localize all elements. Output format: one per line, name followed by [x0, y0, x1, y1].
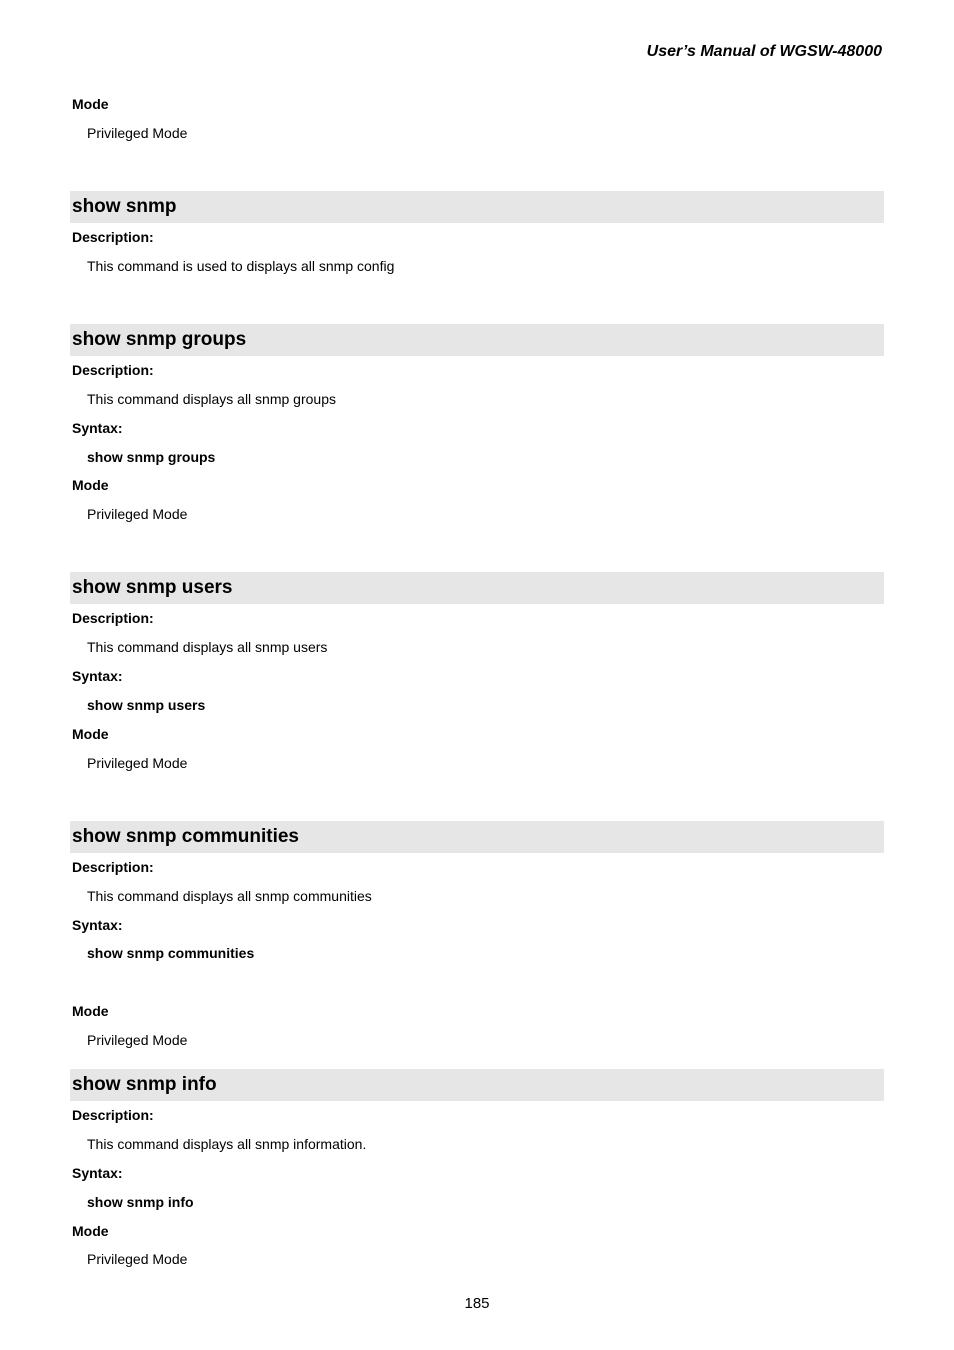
syntax-label: Syntax: [72, 1165, 123, 1181]
mode-value: Privileged Mode [87, 125, 188, 141]
mode-label: Mode [72, 726, 109, 742]
header-title: User’s Manual of WGSW-48000 [646, 43, 882, 60]
description-label: Description: [72, 362, 154, 378]
mode-label: Mode [72, 1003, 109, 1019]
syntax-command: show snmp communities [87, 945, 255, 961]
mode-label: Mode [72, 477, 109, 493]
mode-value: Privileged Mode [87, 1251, 188, 1267]
section-heading: show snmp info [70, 1069, 884, 1101]
section-heading: show snmp [70, 191, 884, 223]
description-text: This command displays all snmp information. [87, 1136, 367, 1152]
syntax-label: Syntax: [72, 917, 123, 933]
syntax-command: show snmp users [87, 697, 206, 713]
section-heading: show snmp groups [70, 324, 884, 356]
mode-value: Privileged Mode [87, 1032, 188, 1048]
syntax-command: show snmp groups [87, 449, 216, 465]
description-text: This command displays all snmp groups [87, 391, 336, 407]
mode-label: Mode [72, 1223, 109, 1239]
mode-label: Mode [72, 96, 109, 112]
description-label: Description: [72, 1107, 154, 1123]
mode-value: Privileged Mode [87, 506, 188, 522]
description-label: Description: [72, 610, 154, 626]
description-label: Description: [72, 229, 154, 245]
section-heading: show snmp communities [70, 821, 884, 853]
syntax-label: Syntax: [72, 420, 123, 436]
syntax-command: show snmp info [87, 1194, 194, 1210]
description-label: Description: [72, 859, 154, 875]
section-heading: show snmp users [70, 572, 884, 604]
description-text: This command is used to displays all snmp config [87, 258, 395, 274]
description-text: This command displays all snmp communities [87, 888, 372, 904]
description-text: This command displays all snmp users [87, 639, 328, 655]
mode-value: Privileged Mode [87, 755, 188, 771]
page-number: 185 [464, 1295, 490, 1312]
syntax-label: Syntax: [72, 668, 123, 684]
